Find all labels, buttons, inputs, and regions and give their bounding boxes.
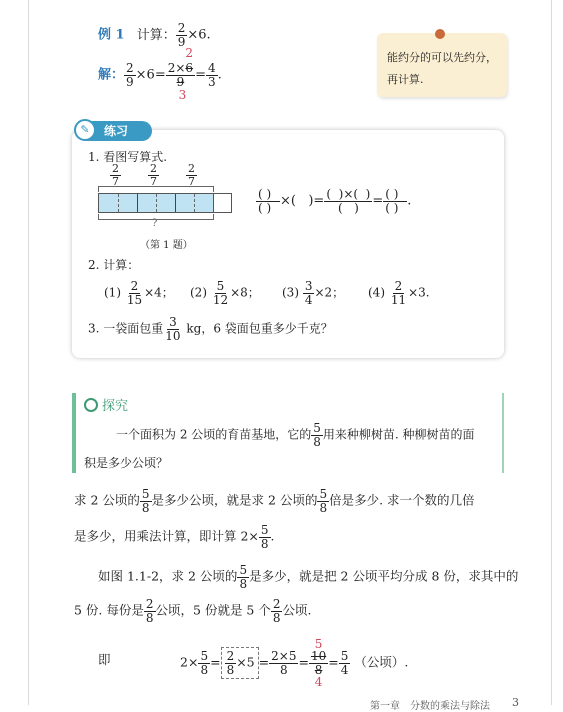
sol-frac-c: $\frac{4}{3}$ (207, 61, 216, 89)
body-line-2: 是多少，用乘法计算，即计算 2× $\frac{5}{8}$ . (74, 523, 275, 551)
explore-border (502, 393, 504, 473)
blank-equation: $\frac{( )}{( )}$ ×( )= $\frac{( )\times( )}{( )}$ = $\frac{( )}{( )}$ . (258, 187, 412, 215)
example-times: ×6. (187, 27, 211, 43)
q2-item-3: (3) $\frac{3}{4}$ ×2； (282, 279, 345, 307)
bar-figure-rest (214, 193, 232, 213)
fig-label-1: $\frac{2}{7}$ (112, 162, 119, 188)
fig-label-2: $\frac{2}{7}$ (150, 162, 157, 188)
sol-eq: = (195, 67, 206, 83)
explore-title: 探究 (84, 395, 128, 414)
note-text: 能约分的可以先约分，再计算. (387, 51, 497, 86)
search-icon (84, 398, 98, 412)
example-fraction: $\frac{2}{9}$ (177, 21, 186, 49)
body-line-1: 求 2 公顷的 $\frac{5}{8}$ 是多少公顷，就是求 2 公顷的 $\frac{5}{8}$ 倍是多少. 求一个数的几倍 (74, 487, 475, 515)
example-label: 例 1 (98, 27, 125, 43)
q1-text: 1. 看图写算式. (88, 150, 168, 164)
final-equation: 2× $\frac{5}{8}$ = $\frac{2}{8}$ ×5 = $\frac{2\times 5}{8}$ = 5 $\frac{10}{8}$ 4 = $\frac{5}{4}$ （公顷）. (180, 637, 409, 690)
practice-tag: ✎ 练习 (78, 121, 152, 141)
q2-item-1: (1) $\frac{2}{15}$ ×4； (104, 279, 174, 307)
dashed-box: $\frac{2}{8}$ ×5 (221, 647, 259, 679)
q2-text: 2. 计算： (88, 258, 140, 272)
page-number: 3 (512, 696, 519, 709)
red-cancel-bottom: 3 (178, 87, 187, 102)
fig-caption: （第 1 题） (140, 240, 193, 251)
example-solution: 解： $\frac{2}{9}$ ×6= 2×6 2 9 3 = $\frac{4}{3}$ . (98, 46, 222, 102)
pin-icon (435, 29, 445, 39)
fig-label-3: $\frac{2}{7}$ (188, 162, 195, 188)
example-1-line (98, 22, 211, 48)
footer-text: 第一章 分数的乘法与除法 (370, 701, 490, 712)
fig-bracket-top (98, 186, 214, 192)
body-line-3: 如图 1.1-2，求 2 公顷的 $\frac{5}{8}$ 是多少，就是把 2 公顷平均分成 8 份，求其中的 (98, 563, 519, 591)
solution-label: 解： (98, 67, 125, 83)
explore-line-2: 积是多少公顷？ (84, 456, 169, 470)
q3-text: 3. 一袋面包重 $\frac{3}{10}$ kg，6 袋面包重多少千克？ (88, 315, 333, 343)
fig-question-mark: ? (152, 218, 158, 229)
body-line-4: 5 份. 每份是 $\frac{2}{8}$ 公顷，5 份就是 5 个 $\frac{2}{8}$ 公顷. (74, 597, 312, 625)
sticky-note (377, 33, 507, 97)
eq-label: 即 (98, 652, 111, 667)
example-prompt: 计算： (136, 27, 176, 43)
pencil-icon: ✎ (74, 119, 96, 141)
q2-item-4: (4) $\frac{2}{11}$ ×3. (368, 279, 430, 307)
sol-times6: ×6= (135, 67, 166, 83)
q2-item-2: (2) $\frac{5}{12}$ ×8； (190, 279, 260, 307)
red-cancel-top: 2 (185, 46, 194, 60)
sol-frac-a: $\frac{2}{9}$ (126, 61, 134, 89)
explore-bar (72, 393, 76, 473)
sol-frac-b: 2×6 2 9 3 (167, 46, 194, 102)
bar-figure (98, 193, 214, 213)
explore-line-1: 一个面积为 2 公顷的育苗基地，它的 $\frac{5}{8}$ 用来种柳树苗. 种柳树苗的面 (116, 421, 475, 449)
